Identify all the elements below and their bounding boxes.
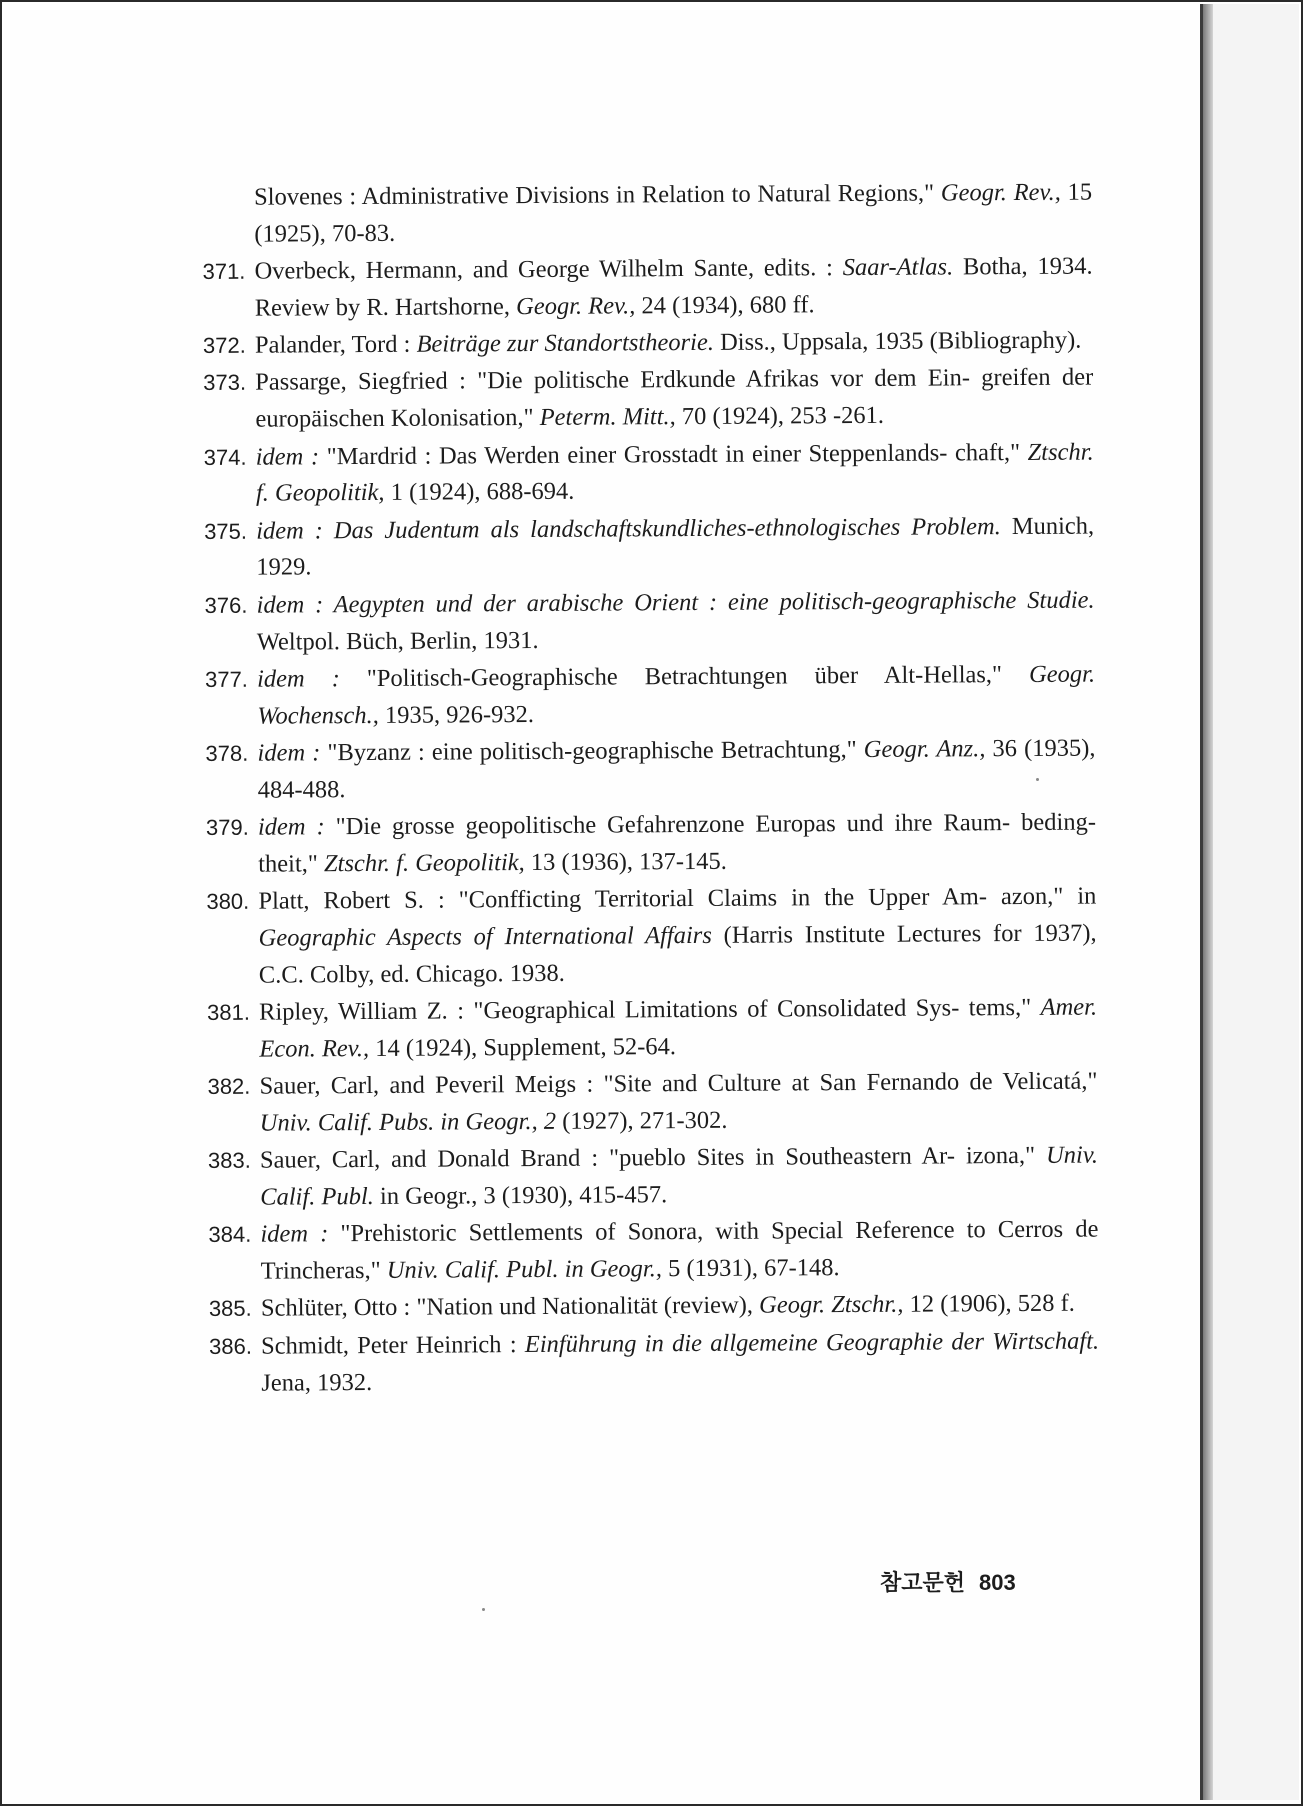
entry-segment: Sauer, Carl, and Peveril Meigs : "Site and Culture at San Fernando de Velicatá," xyxy=(259,1067,1098,1100)
entry-text xyxy=(260,1212,1098,1291)
bibliography-entry xyxy=(207,1064,1097,1143)
entry-segment: Schlüter, Otto : "Nation und Nationalität (review), xyxy=(260,1292,760,1323)
entry-number: 371. xyxy=(202,258,246,285)
italic-title: Saar-Atlas. xyxy=(842,253,954,282)
bibliography-entry xyxy=(202,175,1092,254)
entry-segment: "Die grosse geopolitische Gefahrenzone Europas und ihre Raum- beding-theit," xyxy=(258,808,1097,878)
entry-segment: Schmidt, Peter Heinrich : xyxy=(261,1330,525,1360)
italic-title: Geographic Aspects of International Affairs xyxy=(258,921,712,952)
entry-number: 375. xyxy=(204,518,248,544)
italic-title: Beiträge zur Standortstheorie. xyxy=(416,329,714,358)
italic-title: Geogr. Anz., xyxy=(863,735,986,763)
scan-speck xyxy=(482,1608,485,1611)
entry-text xyxy=(261,1323,1099,1402)
entry-text xyxy=(254,249,1092,328)
bibliography-entry xyxy=(208,1138,1098,1217)
entry-text xyxy=(255,360,1093,439)
entry-text xyxy=(259,990,1097,1069)
entry-number: 374. xyxy=(203,444,247,470)
entry-segment: "Mardrid : Das Werden einer Grosstadt in einer Steppenlands- chaft," xyxy=(318,438,1028,470)
entry-segment: Platt, Robert S. : "Confficting Territorial Claims in the Upper Am- azon," in xyxy=(258,882,1097,915)
entry-segment: Palander, Tord : xyxy=(254,330,417,359)
bibliography-entry xyxy=(204,434,1094,513)
bibliography-entry xyxy=(205,731,1095,810)
italic-title: Ztschr. f. Geopolitik, xyxy=(255,438,1094,508)
entry-text xyxy=(256,582,1094,661)
entry-segment: Botha, 1934. Review by R. Hartshorne, xyxy=(254,252,1093,322)
entry-number: 380. xyxy=(206,888,250,915)
bibliography-entry xyxy=(203,323,1093,365)
entry-number: 386. xyxy=(209,1333,253,1359)
italic-title: Univ. Calif. Publ. in Geogr., xyxy=(386,1255,663,1285)
italic-title: Univ. Calif. Pubs. in Geogr., 2 xyxy=(259,1107,557,1137)
entry-segment: Ripley, William Z. : "Geographical Limitations of Consolidated Sys- tems," xyxy=(259,993,1041,1026)
entry-text xyxy=(254,175,1092,254)
entry-segment: Passarge, Siegfried : "Die politische Erdkunde Afrikas vor dem Ein- greifen der europäischen Kolonisation," xyxy=(255,364,1094,433)
viewer-margin xyxy=(1213,4,1299,1800)
document-page xyxy=(4,4,1203,1800)
entry-text xyxy=(260,1138,1098,1217)
bibliography-entry xyxy=(207,990,1097,1069)
entry-segment: Sauer, Carl, and Donald Brand : "pueblo Sites in Southeastern Ar- izona," xyxy=(259,1142,1047,1174)
bibliography-entry xyxy=(206,805,1096,884)
entry-number: 372. xyxy=(202,332,246,359)
entry-text xyxy=(259,1064,1097,1143)
entry-text xyxy=(257,731,1095,810)
entry-text xyxy=(256,508,1094,587)
italic-title: Ztschr. f. Geopolitik, xyxy=(323,848,525,878)
footer-section-title: 참고문헌 xyxy=(880,1570,966,1596)
italic-title: Geogr. Wochensch., xyxy=(257,660,1096,730)
italic-title: Peterm. Mitt., xyxy=(539,403,676,432)
entry-segment: 24 (1934), 680 ff. xyxy=(635,291,815,320)
italic-title: Amer. Econ. Rev., xyxy=(259,993,1098,1063)
entry-number: 373. xyxy=(203,370,247,396)
italic-title: idem : xyxy=(257,739,321,767)
entry-text xyxy=(258,805,1096,884)
entry-segment: "Prehistoric Settlements of Sonora, with Special Reference to Cerros de Trincheras," xyxy=(260,1215,1099,1285)
entry-text xyxy=(256,434,1094,513)
entry-segment: (1927), 271-302. xyxy=(555,1106,728,1135)
entry-segment: "Politisch-Geographische Betrachtungen über Alt-Hellas," xyxy=(339,660,1030,693)
entry-number: 377. xyxy=(204,666,248,692)
entry-segment: Overbeck, Hermann, and George Wilhelm Sante, edits. : xyxy=(254,254,843,285)
entry-segment: 15 (1925), 70-83. xyxy=(254,178,1093,248)
entry-number: 382. xyxy=(207,1073,251,1100)
entry-number: 376. xyxy=(204,592,248,618)
entry-text xyxy=(258,879,1097,995)
entry-segment: 1 (1924), 688-694. xyxy=(384,478,575,507)
bibliography-entry xyxy=(209,1323,1099,1402)
italic-title: idem : Aegypten und der arabische Orient : eine politisch-geographische Studie. xyxy=(256,586,1095,619)
entry-number: 381. xyxy=(207,999,250,1026)
bibliography-entry xyxy=(202,249,1092,328)
entry-segment: (Harris Institute Lectures for 1937), C.C. Colby, ed. Chicago. 1938. xyxy=(258,919,1097,989)
bibliography-entry xyxy=(205,656,1095,735)
italic-title: idem : Das Judentum als landschaftskundliches-ethnologisches Problem. xyxy=(256,512,1001,545)
entry-text xyxy=(261,1286,1099,1328)
italic-title: Einführung in die allgemeine Geographie der Wirtschaft. xyxy=(524,1327,1100,1358)
entry-segment: 5 (1931), 67-148. xyxy=(661,1254,840,1283)
entry-text xyxy=(257,656,1095,735)
entry-segment: 14 (1924), Supplement, 52-64. xyxy=(368,1032,677,1062)
entry-segment: 70 (1924), 253 -261. xyxy=(675,402,885,431)
italic-title: Univ. Calif. Publ. xyxy=(260,1141,1099,1211)
italic-title: Geogr. Rev., xyxy=(940,178,1061,207)
italic-title: idem : xyxy=(256,665,340,693)
entry-segment: Diss., Uppsala, 1935 (Bibliography). xyxy=(713,326,1082,357)
entry-text xyxy=(255,323,1093,365)
entry-segment: in Geogr., 3 (1930), 415-457. xyxy=(373,1181,668,1210)
entry-segment: Munich, 1929. xyxy=(256,512,1095,582)
page-number: 803 xyxy=(979,1570,1016,1595)
italic-title: idem : xyxy=(255,442,320,471)
bibliography-entry xyxy=(203,360,1093,439)
bibliography-entry xyxy=(206,879,1097,995)
entry-number: 385. xyxy=(208,1296,252,1322)
bibliography-entry xyxy=(204,508,1094,587)
italic-title: Geogr. Rev., xyxy=(515,292,636,320)
italic-title: idem : xyxy=(260,1220,329,1248)
entry-segment: 1935, 926-932. xyxy=(378,700,535,729)
page-footer xyxy=(880,1566,1016,1597)
bibliography-entry xyxy=(209,1286,1099,1328)
scan-speck xyxy=(1036,778,1039,781)
entry-segment: Weltpol. Büch, Berlin, 1931. xyxy=(256,626,539,656)
entry-segment: 13 (1936), 137-145. xyxy=(524,847,727,876)
page-edge-shadow xyxy=(1203,4,1213,1800)
entry-number: 384. xyxy=(208,1222,252,1248)
bibliography-entry xyxy=(204,582,1094,661)
entry-segment: 12 (1906), 528 f. xyxy=(903,1290,1075,1319)
entry-number: 378. xyxy=(205,740,249,766)
italic-title: Geogr. Ztschr., xyxy=(759,1291,904,1320)
entry-segment: Jena, 1932. xyxy=(261,1368,373,1397)
entry-number: 383. xyxy=(207,1147,251,1174)
entry-segment: 36 (1935), 484-488. xyxy=(257,734,1096,804)
bibliography-list xyxy=(202,175,1099,1403)
bibliography-entry xyxy=(208,1212,1098,1291)
entry-segment: Slovenes : Administrative Divisions in Relation to Natural Regions," xyxy=(254,179,941,211)
entry-number: 379. xyxy=(205,814,249,841)
entry-segment: "Byzanz : eine politisch-geographische Betrachtung," xyxy=(320,735,864,767)
italic-title: idem : xyxy=(257,813,325,841)
